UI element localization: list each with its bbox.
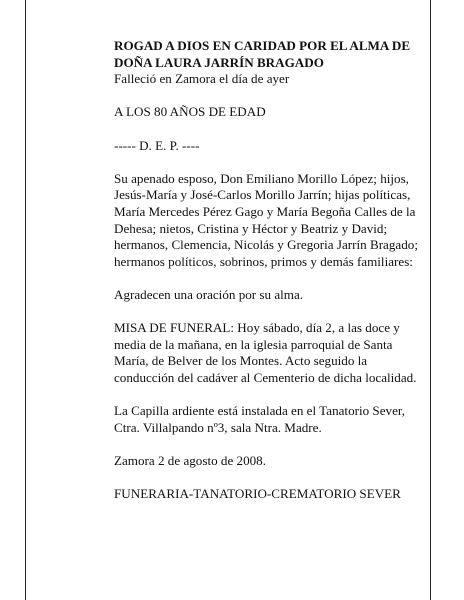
funeral-home-name: FUNERARIA-TANATORIO-CREMATORIO SEVER [114, 486, 401, 502]
notice-date: Zamora 2 de agosto de 2008. [114, 452, 266, 468]
chapel-paragraph: La Capilla ardiente está instalada en el Tanatorio Sever, Ctra. Villalpando nº3, sala Ntra. Madre. [114, 403, 405, 435]
obituary-notice [114, 38, 426, 503]
funeral-mass-paragraph: MISA DE FUNERAL: Hoy sábado, día 2, a las doce y media de la mañana, en la iglesia parroquial de Santa María, de Belver de los Montes. Acto seguido la conducción del cadáver al Cementerio de dicha localidad. [114, 320, 417, 385]
notice-title-line2: DOÑA LAURA JARRÍN BRAGADO [114, 54, 324, 70]
notice-title-line1: ROGAD A DIOS EN CARIDAD POR EL ALMA DE [114, 38, 411, 53]
rip-line: ----- D. E. P. ---- [114, 137, 200, 153]
thanks-line: Agradecen una oración por su alma. [114, 286, 304, 302]
death-statement: Falleció en Zamora el día de ayer [114, 71, 290, 87]
age-statement: A LOS 80 AÑOS DE EDAD [114, 104, 266, 120]
family-paragraph: Su apenado esposo, Don Emiliano Morillo López; hijos, Jesús-María y José-Carlos Morillo Jarrín; hijas políticas, María Mercedes Pérez Gago y María Begoña Calles de la Dehesa; nietos, Cristina y Héctor y Beatriz y David; hermanos, Clemencia, Nicolás y Gregoria Jarrín Bragado; hermanos políticos, sobrinos, primos y demás familiares: [114, 170, 418, 269]
